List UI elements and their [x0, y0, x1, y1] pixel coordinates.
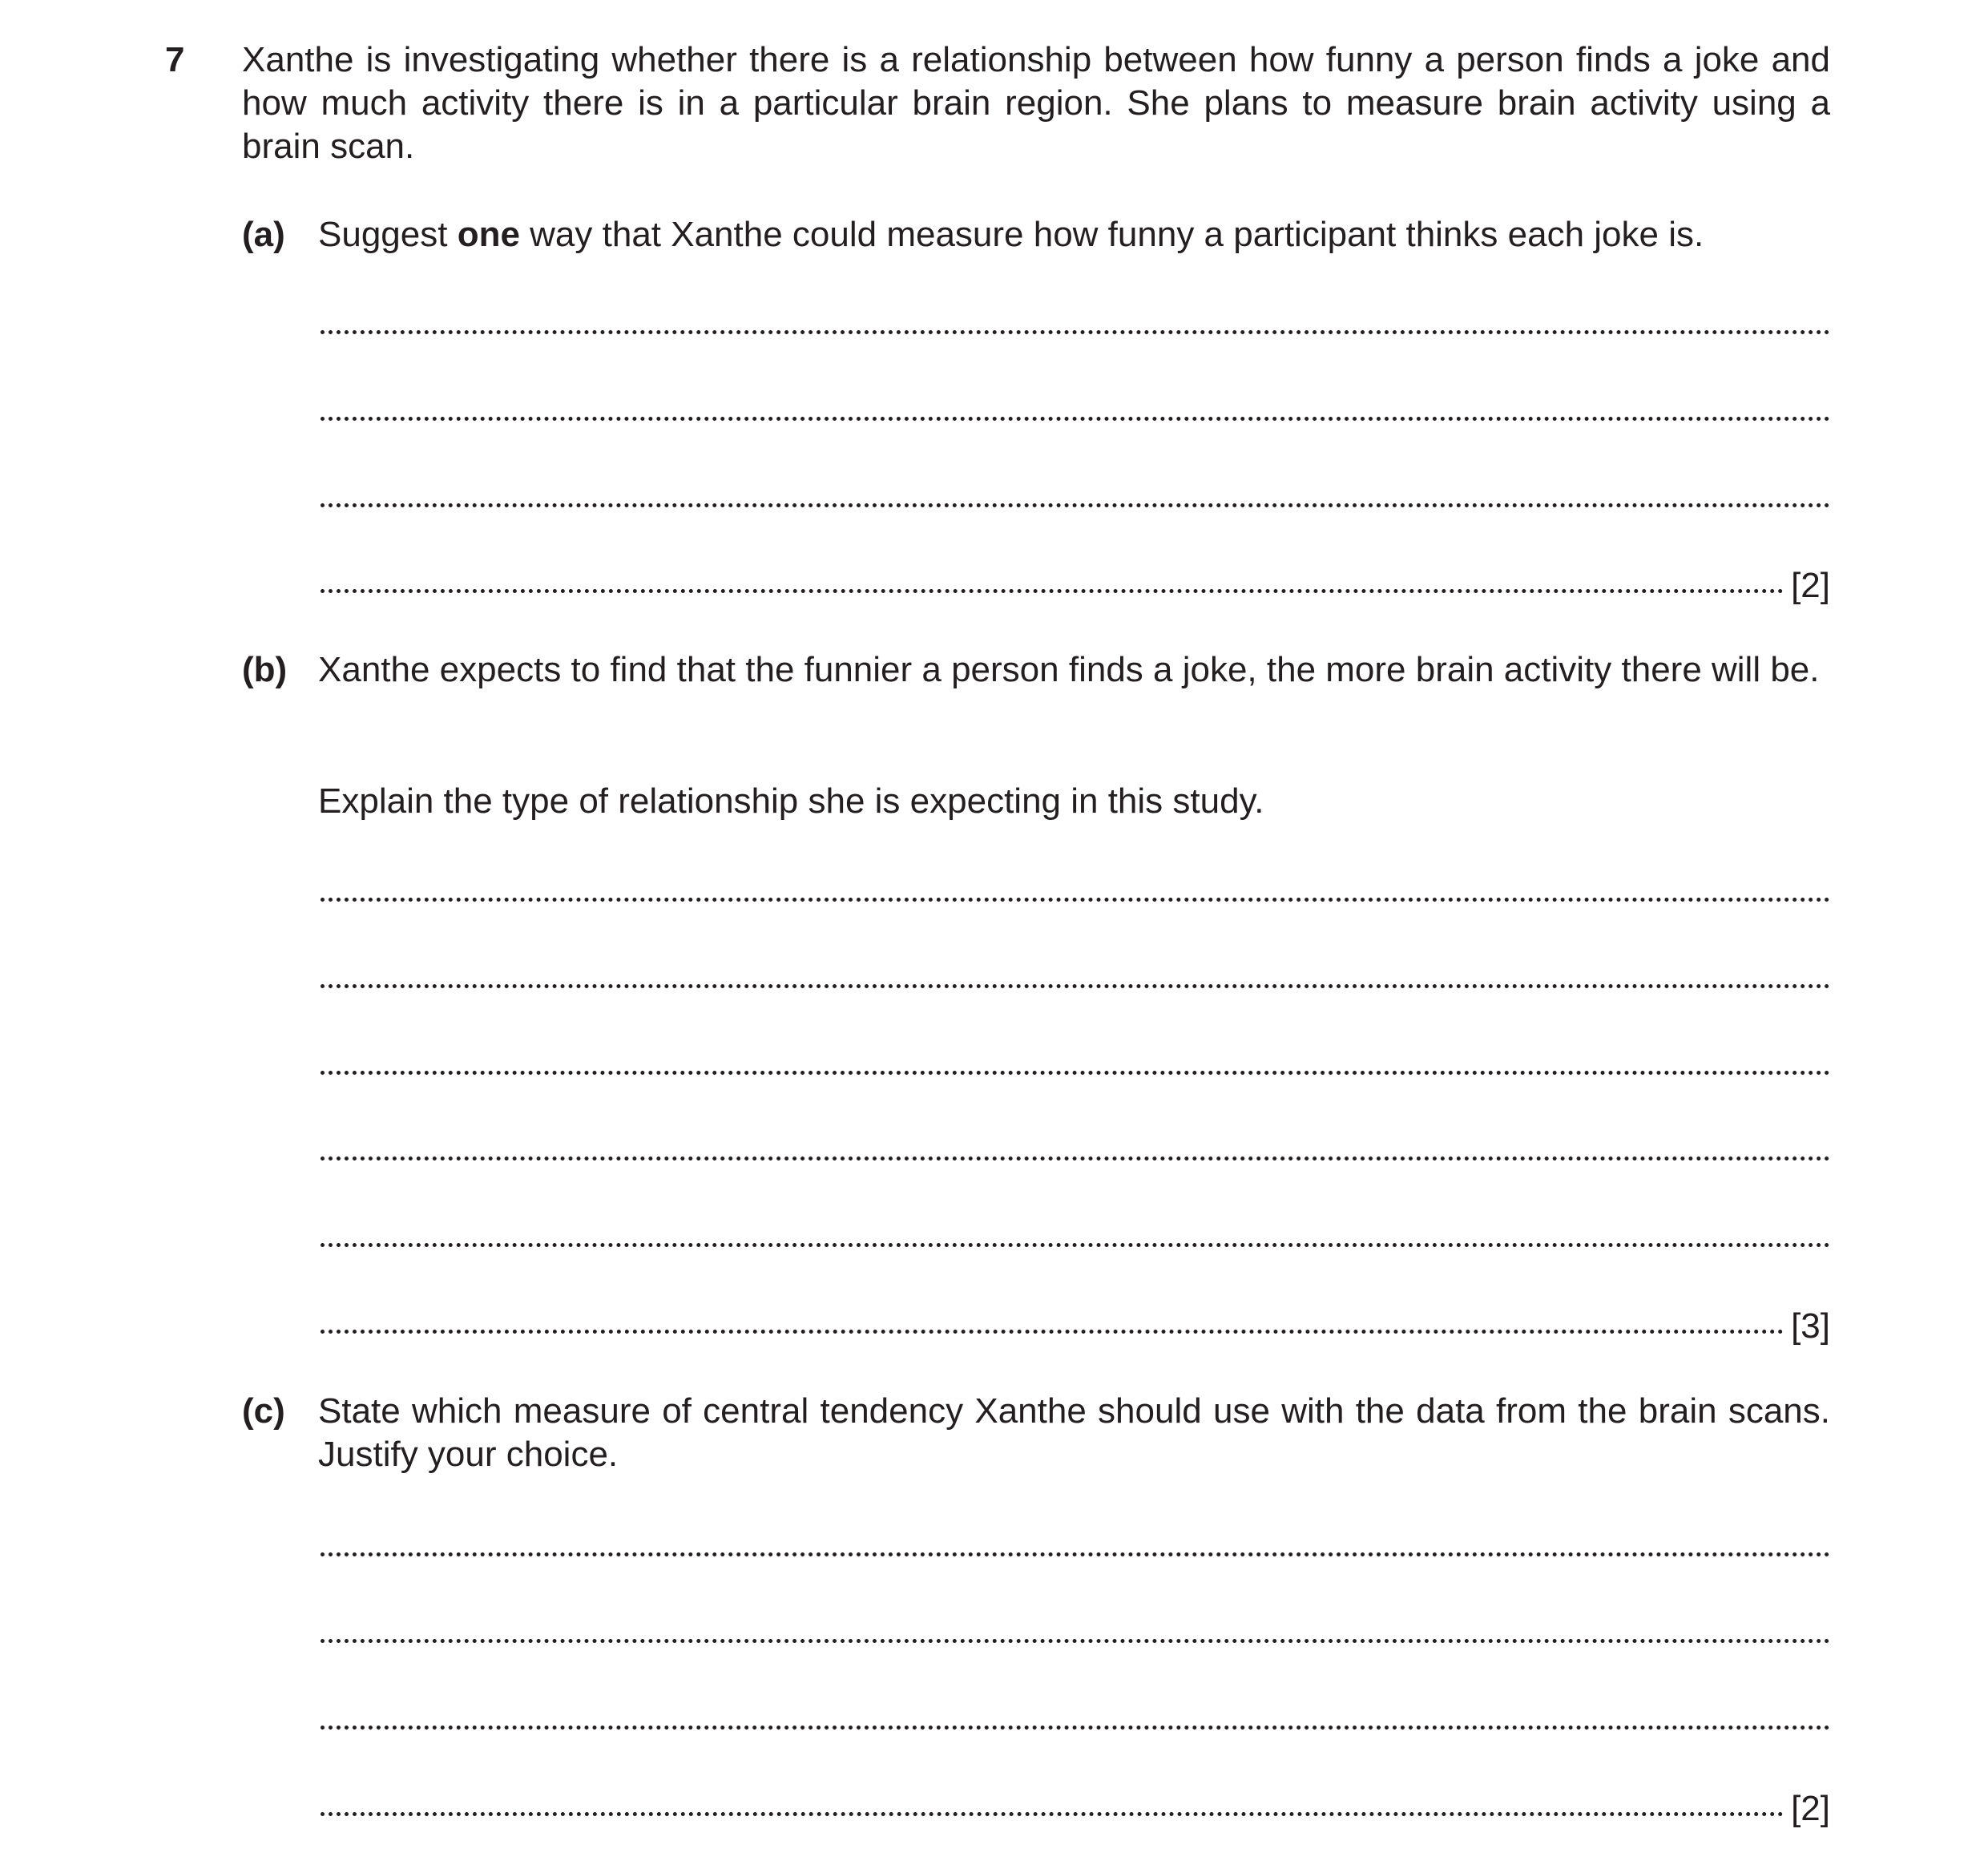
part-c-answer-line-4[interactable] [321, 1812, 1784, 1816]
question-number: 7 [165, 40, 185, 79]
part-a-text-after: way that Xanthe could measure how funny a participant thinks each joke is. [519, 215, 1704, 254]
part-a-question [318, 213, 1830, 256]
part-a-answer-line-1[interactable] [321, 330, 1830, 334]
part-b-answer-line-3[interactable] [321, 1071, 1830, 1075]
part-a-marks: [2] [1791, 566, 1830, 605]
part-b-instruction: Explain the type of relationship she is expecting in this study. [318, 781, 1264, 821]
part-b-text: Xanthe expects to find that the funnier a person finds a joke, the more brain activity there will be. [318, 650, 1820, 689]
part-c-answer-line-1[interactable] [321, 1552, 1830, 1556]
part-b-answer-line-1[interactable] [321, 898, 1830, 902]
part-c-text: State which measure of central tendency Xanthe should use with the data from the brain scans. Justify your choice. [318, 1391, 1830, 1474]
part-b-marks: [3] [1791, 1306, 1830, 1346]
part-c-marks: [2] [1791, 1789, 1830, 1828]
part-b-answer-line-6[interactable] [321, 1330, 1784, 1334]
part-a-answer-line-3[interactable] [321, 503, 1830, 507]
part-c-answer-line-3[interactable] [321, 1726, 1830, 1730]
part-c-label: (c) [242, 1391, 285, 1431]
part-c-answer-line-2[interactable] [321, 1639, 1830, 1643]
part-a-answer-line-4[interactable] [321, 589, 1784, 593]
part-a-text-bold: one [457, 215, 520, 254]
part-a-text-before: Suggest [318, 215, 458, 254]
part-a-label: (a) [242, 215, 285, 254]
part-b-label: (b) [242, 650, 288, 689]
part-b-answer-line-5[interactable] [321, 1243, 1830, 1247]
question-stem: Xanthe is investigating whether there is a relationship between how funny a person finds a joke and how much activity there is in a particular brain region. She plans to measure brain activity using a brain scan. [242, 40, 1830, 166]
part-b-answer-line-4[interactable] [321, 1157, 1830, 1161]
part-a-answer-line-2[interactable] [321, 417, 1830, 421]
part-b-answer-line-2[interactable] [321, 984, 1830, 988]
